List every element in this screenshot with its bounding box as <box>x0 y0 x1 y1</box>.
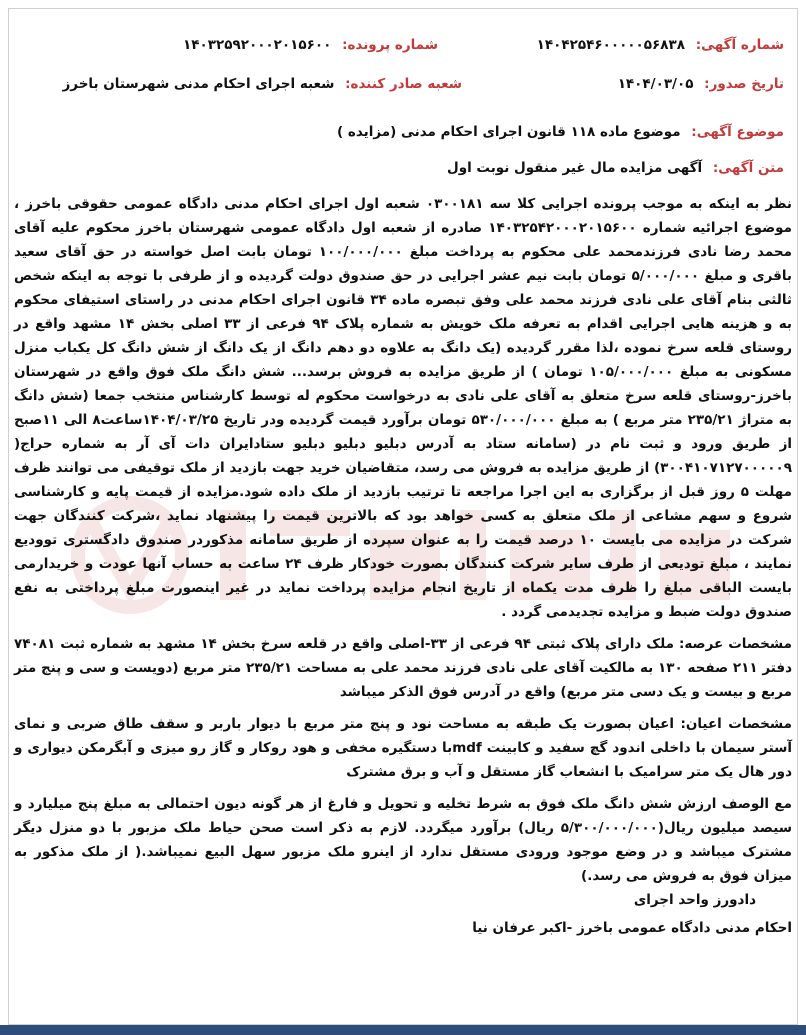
issue-date <box>618 76 784 92</box>
ad-number-value: ۱۴۰۴۲۵۴۶۰۰۰۰۰۵۶۸۳۸ <box>536 37 685 53</box>
paragraph-building-specs: مشخصات اعیان: اعیان بصورت یک طبقه به مساحت نود و پنج متر مربع با دیوار باربر و سقف طاق ضربی و نمای آستر سیمان با داخلی اندود گچ سفید و کابینت mdfبا دستگیره مخفی و هود روکار و گاز رو میزی و آبگرمکن دیواری و دور هال یک متر سرامیک با انشعاب گاز مستقل و آب و برق مشترک <box>14 716 792 780</box>
paragraph-land-specs: مشخصات عرصه: ملک دارای پلاک ثبتی ۹۴ فرعی از ۳۳-اصلی واقع در قلعه سرخ بخش ۱۴ مشهد به شماره ثبت ۷۴۰۸۱ دفتر ۲۱۱ صفحه ۱۳۰ به مالکیت آقای علی نادی فرزند محمد علی به مساحت ۲۳۵/۲۱ متر مربع (دویست و سی و پنج متر مربع و بیست و یک دسی متر مربع) واقع در آدرس فوق الذکر میباشد <box>14 636 792 700</box>
subject-value: موضوع ماده ۱۱۸ قانون اجرای احکام مدنی (مزایده ) <box>337 124 681 140</box>
issue-date-label: تاریخ صدور: <box>704 76 784 92</box>
ad-number <box>537 37 784 53</box>
ad-number-label: شماره آگهی: <box>695 37 784 53</box>
signer-line: احکام مدنی دادگاه عمومی باخرز -اکبر عرفان نیا <box>472 920 792 936</box>
issuer-label: شعبه صادر کننده: <box>345 76 462 92</box>
signer-title: دادورز واحد اجرای <box>633 892 756 908</box>
body-title <box>447 160 784 176</box>
subject <box>337 124 784 140</box>
body-title-label: متن آگهی: <box>712 160 784 176</box>
case-number-label: شماره پرونده: <box>342 37 438 53</box>
notice-body <box>14 192 792 940</box>
case-number-value: ۱۴۰۳۲۵۹۲۰۰۰۲۰۱۵۶۰۰ <box>183 37 332 53</box>
paragraph-valuation: مع الوصف ارزش شش دانگ ملک فوق به شرط تخلیه و تحویل و فارغ از هر گونه دیون احتمالی به مبلغ پنج میلیارد و سیصد میلیون ریال(۵/۳۰۰/۰۰۰/۰۰۰ ریال) برآورد میگردد. لازم به ذکر است صحن حیاط ملک مزبور با دو منزل دیگر مشترک میباشد و در وضع موجود ورودی مستقل ندارد از اینرو ملک مزبور سهل البیع نمیباشد.( از ملک مذکور به میزان فوق به فروش می رسد.) <box>14 796 792 884</box>
paragraph-main: نظر به اینکه به موجب پرونده اجرایی کلا سه ۰۳۰۰۱۸۱ شعبه اول اجرای احکام مدنی دادگاه عمومی حقوقی باخرز ، موضوع اجرائیه شماره ۱۴۰۳۲۵۴۲۰۰۰۲۰۱۵۶۰۰ صادره از شعبه اول دادگاه عمومی شهرستان باخرز محکوم علیه آقای محمد رضا نادی فرزندمحمد علی محکوم به پرداخت مبلغ ۱۰۰/۰۰۰/۰۰۰ تومان بابت اصل خواسته در حق آقای سعید باقری و مبلغ ۵/۰۰۰/۰۰۰ تومان بابت نیم عشر اجرایی در حق صندوق دولت گردیده و از طرفی با توجه به اینکه شخص ثالثی بنام آقای علی نادی فرزند محمد علی وفق تبصره ماده ۳۴ قانون اجرای احکام مدنی در راستای استیفای محکوم به و هزینه هایی اجرایی اقدام به تعرفه ملک خویش به شماره پلاک ۹۴ فرعی از ۳۳ اصلی بخش ۱۴ مشهد واقع در روستای قلعه سرخ نموده ،لذا مقرر گردیده (یک دانگ به علاوه دو دهم دانگ از یک دانگ از شش دانگ کل یکباب منزل مسکونی به مبلغ ۱۰۵/۰۰۰/۰۰۰ تومان ) از طریق مزایده به فروش برسد... شش دانگ ملک فوق واقع در شهرستان باخرز-روستای قلعه سرخ متعلق به آقای علی نادی به درخواست محکوم له توسط کارشناس منتخب جمعا (شش دانگ به متراژ ۲۳۵/۲۱ متر مربع ) به مبلغ ۵۳۰/۰۰۰/۰۰۰ تومان برآورد قیمت گردیده ودر تاریخ ۱۴۰۴/۰۳/۲۵ساعت۸ الی ۱۱صبح از طریق ورود و ثبت نام در (سامانه ستاد به آدرس دبلیو دبلیو دبلیو ستادایران دات آی آر به شماره حراج( ۳۰۰۴۱۰۷۱۲۷۰۰۰۰۰۹) از طریق مزایده به فروش می رسد، متقاضیان خرید جهت بازدید از ملک توقیفی می توانند ظرف مهلت ۵ روز قبل از برگزاری به این اجرا مراجعه تا ترتیب بازدید از ملک داده شود.مزایده از قیمت پایه و کارشناسی شروع و سهم مشاعی از ملک متعلق به کسی خواهد بود که بالاترین قیمت را پیشنهاد نماید ،شرکت کنندگان جهت شرکت در مزایده می بایست ۱۰ درصد قیمت را به عنوان سپرده از طریق سامانه مذکوردر صندوق دادگستری توودیع نمایند ، مبلغ تودیعی از طرف سایر شرکت کنندگان بصورت خودکار ظرف ۲۴ ساعت به حساب آنها عودت و خریدارمی بایست الباقی مبلغ را ظرف مدت یکماه از تاریخ انجام مزایده پرداخت نماید در غیر اینصورت مبلغ پرداختی به نفع صندوق دولت ضبط و مزایده تجدیدمی گردد . <box>14 196 793 620</box>
subject-label: موضوع آگهی: <box>691 124 784 140</box>
bottom-bar <box>0 1025 806 1035</box>
body-title-value: آگهی مزایده مال غیر منقول نوبت اول <box>446 160 703 176</box>
issuer <box>63 76 462 92</box>
issuer-value: شعبه اجرای احکام مدنی شهرستان باخرز <box>62 76 335 92</box>
issue-date-value: ۱۴۰۴/۰۳/۰۵ <box>617 76 694 92</box>
case-number <box>183 37 438 53</box>
